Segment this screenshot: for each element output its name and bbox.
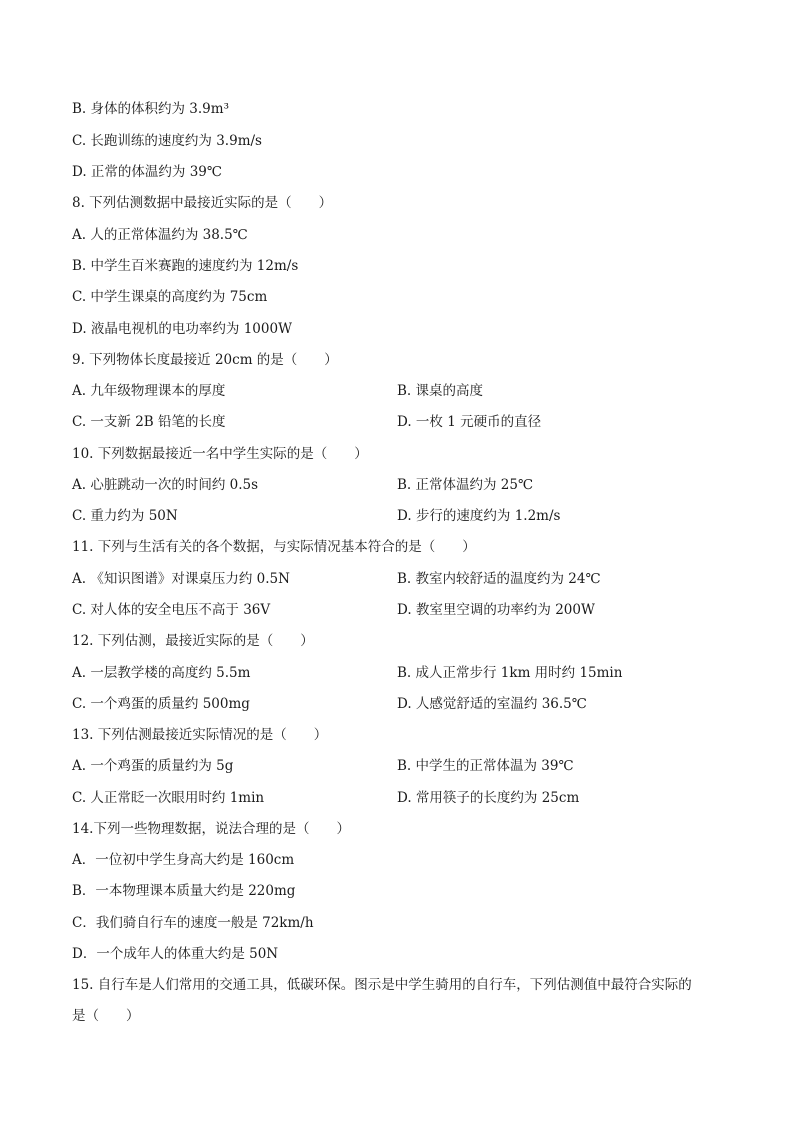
question-11-option-d: D. 教室里空调的功率约为 200W — [397, 602, 595, 618]
question-9-option-a: A. 九年级物理课本的厚度 — [72, 383, 226, 399]
question-9-option-d: D. 一枚 1 元硬币的直径 — [397, 414, 542, 430]
question-10-option-d: D. 步行的速度约为 1.2m/s — [397, 508, 561, 524]
question-12-option-a: A. 一层教学楼的高度约 5.5m — [72, 665, 251, 681]
question-15-stem-line-1: 15. 自行车是人们常用的交通工具，低碳环保。图示是中学生骑用的自行车，下列估测值中最符合实际的 — [72, 977, 692, 993]
question-8-option-c: C. 中学生课桌的高度约为 75cm — [72, 289, 268, 305]
question-12-option-c: C. 一个鸡蛋的质量约 500mg — [72, 696, 250, 712]
question-8-option-d: D. 液晶电视机的电功率约为 1000W — [72, 321, 292, 337]
question-9-option-b: B. 课桌的高度 — [397, 383, 484, 399]
question-12-option-d: D. 人感觉舒适的室温约 36.5℃ — [397, 696, 587, 712]
question-13-option-d: D. 常用筷子的长度约为 25cm — [397, 790, 580, 806]
question-9-stem: 9. 下列物体长度最接近 20cm 的是（ ） — [72, 352, 338, 368]
question-11-option-c: C. 对人体的安全电压不高于 36V — [72, 602, 271, 618]
question-8-option-b: B. 中学生百米赛跑的速度约为 12m/s — [72, 258, 299, 274]
question-13-option-a: A. 一个鸡蛋的质量约为 5g — [72, 758, 234, 774]
question-11-stem: 11. 下列与生活有关的各个数据，与实际情况基本符合的是（ ） — [72, 539, 476, 555]
question-8-option-a: A. 人的正常体温约为 38.5℃ — [72, 227, 248, 243]
question-11-option-a: A. 《知识图谱》对课桌压力约 0.5N — [72, 571, 290, 587]
question-11-option-b: B. 教室内较舒适的温度约为 24℃ — [397, 571, 601, 587]
question-7-option-d: D. 正常的体温约为 39℃ — [72, 164, 222, 180]
question-13-option-b: B. 中学生的正常体温为 39℃ — [397, 758, 574, 774]
question-10-option-b: B. 正常体温约为 25℃ — [397, 477, 534, 493]
question-13-stem: 13. 下列估测最接近实际情况的是（ ） — [72, 727, 328, 743]
question-10-option-c: C. 重力约为 50N — [72, 508, 178, 524]
question-14-stem: 14.下列一些物理数据，说法合理的是（ ） — [72, 821, 350, 837]
question-14-option-c: C．我们骑自行车的速度一般是 72km/h — [72, 915, 314, 931]
question-10-option-a: A. 心脏跳动一次的时间约 0.5s — [72, 477, 259, 493]
question-12-stem: 12. 下列估测，最接近实际的是（ ） — [72, 633, 314, 649]
question-10-stem: 10. 下列数据最接近一名中学生实际的是（ ） — [72, 446, 368, 462]
question-7-option-c: C. 长跑训练的速度约为 3.9m/s — [72, 133, 262, 149]
question-8-stem: 8. 下列估测数据中最接近实际的是（ ） — [72, 195, 333, 211]
question-14-option-a: A．一位初中学生身高大约是 160cm — [72, 852, 295, 868]
question-14-option-d: D．一个成年人的体重大约是 50N — [72, 946, 279, 962]
question-9-option-c: C. 一支新 2B 铅笔的长度 — [72, 414, 226, 430]
question-12-option-b: B. 成人正常步行 1km 用时约 15min — [397, 665, 623, 681]
question-14-option-b: B．一本物理课本质量大约是 220mg — [72, 883, 296, 899]
question-13-option-c: C. 人正常眨一次眼用时约 1min — [72, 790, 265, 806]
question-15-stem-line-2: 是（ ） — [72, 1008, 140, 1024]
question-7-option-b: B. 身体的体积约为 3.9m³ — [72, 101, 229, 117]
